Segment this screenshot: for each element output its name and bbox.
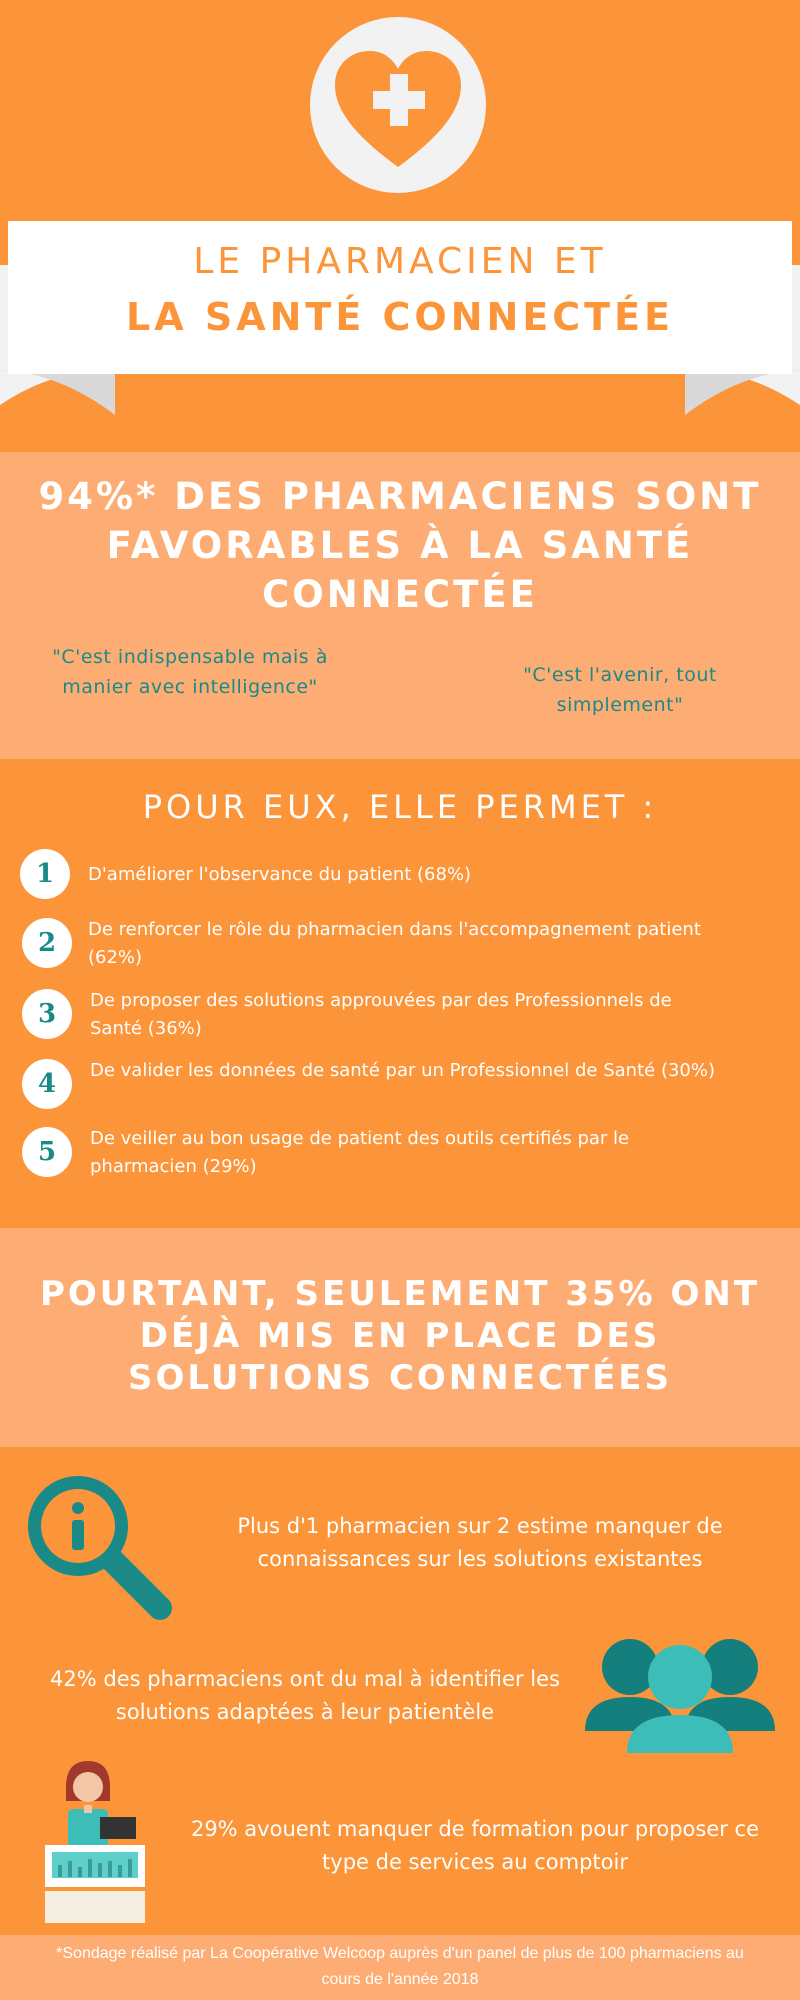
benefit-number-1: 1 bbox=[20, 849, 70, 899]
stat-identify: 42% des pharmaciens ont du mal à identifier les solutions adaptées à leur patientèle bbox=[50, 1667, 560, 1724]
favorable-headline: 94%* DES PHARMACIENS SONT FAVORABLES À LA SANTÉ CONNECTÉE bbox=[38, 475, 762, 616]
magnifier-info-icon bbox=[20, 1468, 180, 1628]
benefit-number-5: 5 bbox=[22, 1127, 72, 1177]
adoption-headline: POURTANT, SEULEMENT 35% ONT DÉJÀ MIS EN PLACE DES SOLUTIONS CONNECTÉES bbox=[39, 1274, 761, 1398]
benefit-number-3: 3 bbox=[22, 989, 72, 1039]
benefit-text-2: De renforcer le rôle du pharmacien dans l'accompagnement patient (62%) bbox=[88, 919, 701, 968]
footer-note: *Sondage réalisé par La Coopérative Welcoop auprès d'un panel de plus de 100 pharmaciens au cours de l'année 2018 bbox=[56, 1945, 744, 1988]
footer bbox=[0, 1935, 800, 2000]
adoption-section bbox=[0, 1228, 800, 1447]
stat-training: 29% avouent manquer de formation pour proposer ce type de services au comptoir bbox=[190, 1817, 760, 1874]
title-banner bbox=[8, 221, 792, 374]
title-line-2: LA SANTÉ CONNECTÉE bbox=[125, 295, 675, 339]
logo-circle bbox=[310, 17, 486, 193]
stat-knowledge: Plus d'1 pharmacien sur 2 estime manquer de connaissances sur les solutions existantes bbox=[237, 1514, 723, 1571]
benefit-text-1: D'améliorer l'observance du patient (68%) bbox=[88, 864, 472, 885]
benefit-text-3: De proposer des solutions approuvées par des Professionnels de Santé (36%) bbox=[90, 990, 672, 1039]
benefit-text-5: De veiller au bon usage de patient des outils certifiés par le pharmacien (29%) bbox=[90, 1128, 630, 1177]
pharmacist-counter-icon bbox=[40, 1757, 150, 1932]
heart-cross-icon bbox=[310, 17, 486, 193]
quote-left: "C'est indispensable mais à manier avec intelligence" bbox=[52, 646, 328, 698]
benefit-number-2: 2 bbox=[22, 918, 72, 968]
benefits-title: POUR EUX, ELLE PERMET : bbox=[142, 788, 658, 826]
benefit-number-4: 4 bbox=[22, 1059, 72, 1109]
quote-right: "C'est l'avenir, tout simplement" bbox=[523, 664, 717, 716]
favorable-section bbox=[0, 452, 800, 759]
group-people-icon bbox=[585, 1635, 775, 1755]
title-line-1: LE PHARMACIEN ET bbox=[193, 241, 607, 282]
benefit-text-4: De valider les données de santé par un Professionnel de Santé (30%) bbox=[90, 1060, 715, 1081]
